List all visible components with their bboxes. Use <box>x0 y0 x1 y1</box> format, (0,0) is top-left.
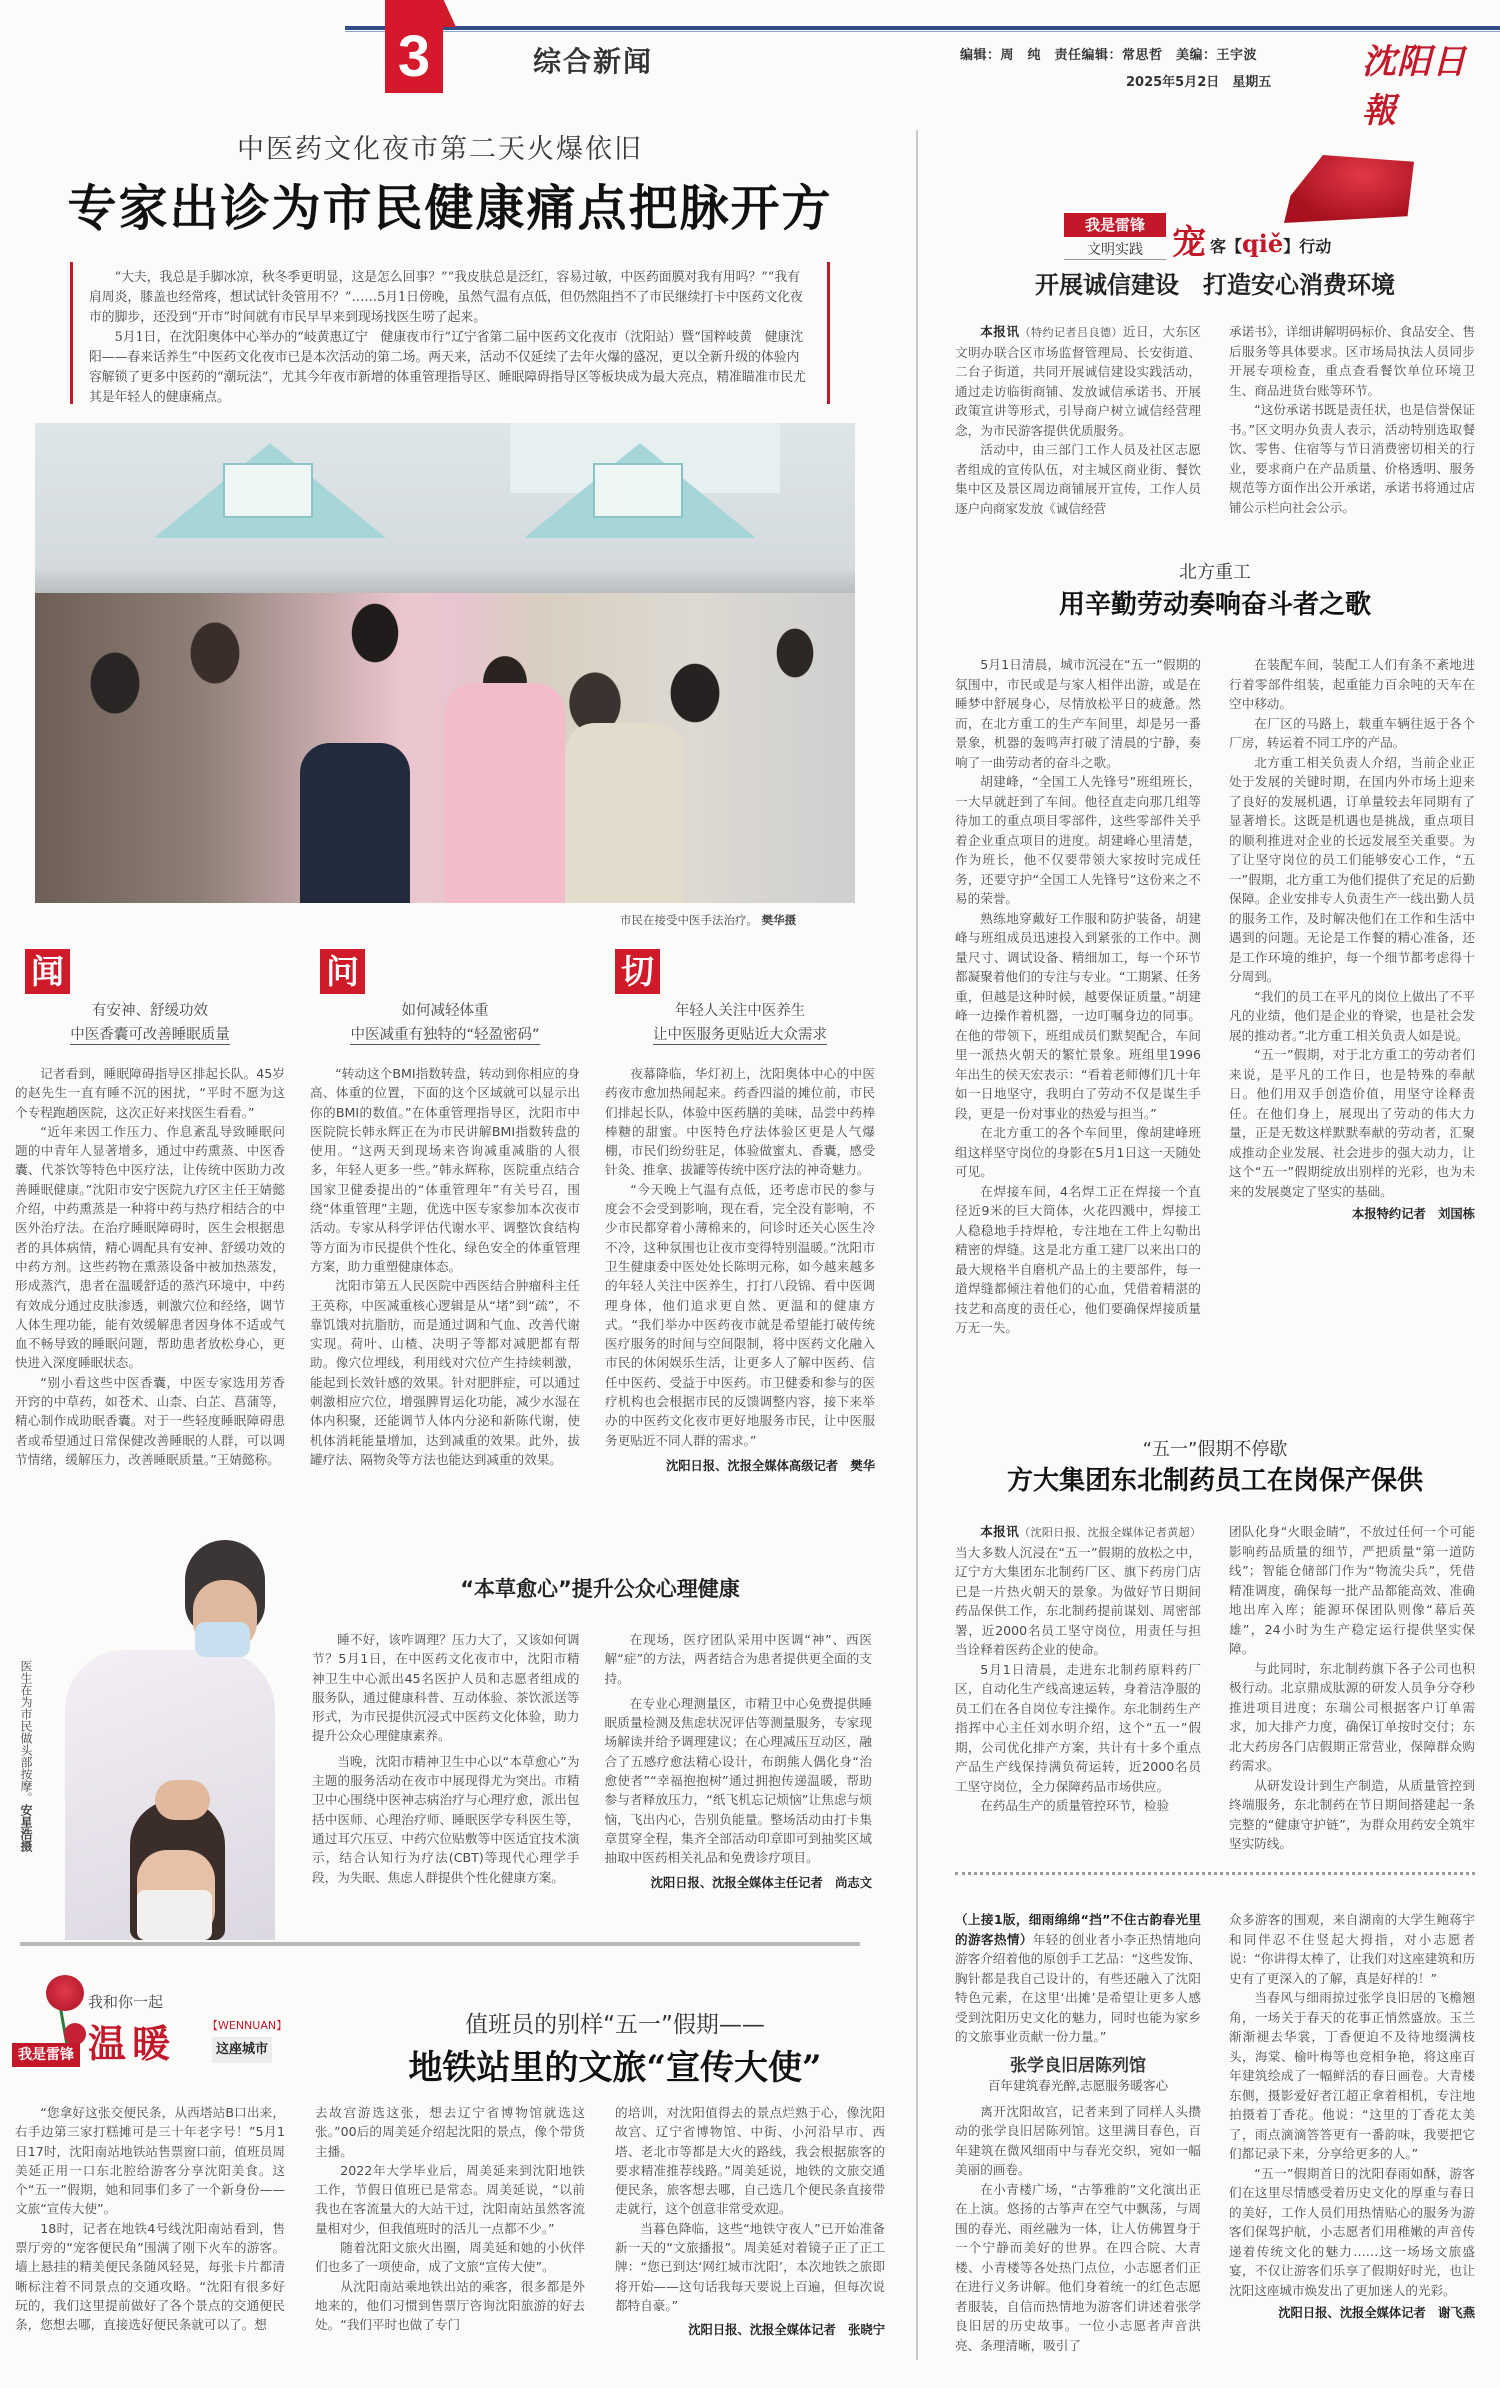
reporter-credit: （特约记者吕良德） <box>1019 326 1123 339</box>
metro-body <box>15 2103 885 2341</box>
bencao-photo-caption <box>16 1660 34 1852</box>
paragraph: 在现场，医疗团队采用中医调“神”、西医解“症”的方法，两者结合为患者提供更全面的支持。 <box>604 1632 872 1686</box>
chongqie-logo <box>1064 155 1424 263</box>
paragraph: 去故宫游选这张，想去辽宁省博物馆就选这张。”00后的周美延介绍起沈阳的景点，像个带货主播。 <box>315 2105 585 2159</box>
paragraph: 当春风与细雨掠过张学良旧居的飞檐翘角，一场关于春天的花事正悄然盛放。玉兰渐渐褪去华裳，丁香便迫不及待地缀满枝头，海棠、榆叶梅等也竞相争艳，将这座百年建筑绘成了一幅鲜活的春日画卷。大青楼东侧，摄影爱好者江超正拿着相机，专注地拍摄着丁香花。他说：“这里的丁香花太美了，雨点滴滴答答更有一番韵味，我要把它们都记录下来，分享给更多的人。” <box>1229 1990 1475 2161</box>
integrity-headline: 开展诚信建设 打造安心消费环境 <box>1035 270 1395 299</box>
photo-doctor-mask <box>195 1622 250 1657</box>
paragraph: 夜幕降临，华灯初上，沈阳奥体中心的中医药夜市愈加热闹起来。药香四溢的摊位前，市民们排起长队，体验中医药膳的美味，品尝中药棒棒糖的甜蜜。中医特色疗法体验区更是人气爆棚，市民们纷纷驻足，体验做蜜丸、香囊，感受针灸、推拿、拔罐等传统中医疗法的神奇魅力。 <box>605 1066 875 1178</box>
logo-this-city: 这座城市 <box>212 2037 272 2063</box>
byline: 沈阳日报、沈报全媒体记者 谢飞燕 <box>1278 2306 1475 2320</box>
paragraph: 在小青楼广场，“古筝雅韵”文化演出正在上演。悠扬的古筝声在空气中飘荡，与周围的春光、雨丝融为一体，让人仿佛置身于一个宁静而美好的世界。在四合院、大青楼、小青楼等各处热门点位，小志愿者们正在进行义务讲解。他们身着统一的红色志愿者服装，自信而热情地为游客们讲述着张学良旧居的历史故事。一位小志愿者声音洪亮、条理清晰，吸引了 <box>955 2181 1201 2353</box>
heavy-kicker: 北方重工 <box>1179 562 1251 583</box>
rose-bud-icon <box>64 2023 86 2045</box>
paragraph: 离开沈阳故宫，记者来到了同样人头攒动的张学良旧居陈列馆。这里满目春色，百年建筑在微风细雨中与春光交织，宛如一幅美丽的画卷。 <box>955 2103 1201 2177</box>
leifeng-badge: 我是雷锋 <box>12 2043 80 2067</box>
rose-icon <box>46 1975 84 2011</box>
paragraph: 胡建峰，“全国工人先锋号”班组班长，一大早就赶到了车间。他径直走向那几组等待加工的重点项目零部件，这些零部件关乎着企业重点项目的进度。胡建峰心里清楚，作为班长，他不仅要带领大家按时完成任务，还要守护“全国工人先锋号”这份来之不易的荣誉。 <box>955 774 1201 906</box>
paragraph: 记者看到，睡眠障碍指导区排起长队。45岁的赵先生一直有睡不沉的困扰，“平时不愿为这个专程跑趟医院，这次正好来找医生看看。” <box>15 1066 285 1120</box>
paragraph: 沈阳市第五人民医院中西医结合肿瘤科主任王英称，中医减重核心逻辑是从“堵”到“疏”，不靠饥饿对抗脂肪，而是通过调和气血、改善代谢实现。荷叶、山楂、决明子等都对减肥都有帮助。像穴位埋线，利用线对穴位产生持续刺激，能起到长效针感的效果。针对肥胖症，可以通过刺激相应穴位，增强脾胃运化功能，减少水湿在体内积聚，还能调节人体内分泌和新陈代谢，使机体消耗能量增加，达到减重的效果。此外，拔罐疗法、隔物灸等方法也能达到减重的效果。 <box>310 1278 580 1467</box>
zhang-subheading: 张学良旧居陈列馆 <box>1010 2055 1146 2076</box>
paragraph: 从研发设计到生产制造，从质量管控到终端服务，东北制药在节日期间搭建起一条完整的“健康守护链”，为群众用药安全筑牢坚实防线。 <box>1229 1777 1475 1851</box>
text-column <box>615 2103 885 2341</box>
byline: 沈阳日报、沈报全媒体高级记者 樊华 <box>665 1458 875 1473</box>
paragraph: “这份承诺书既是责任状，也是信誉保证书。”区文明办负责人表示，活动特别选取餐饮、零售、住宿等与节日消费密切相关的行业，要求商户在产品质量、价格透明、服务规范等方面作出公开承诺，承诺书将通过店铺公示栏向社会公示。 <box>1229 402 1475 515</box>
section-title: 综合新闻 <box>533 45 654 78</box>
headline-text: 让中医服务更贴近大众需求 <box>653 1027 827 1043</box>
photo-patient-mask <box>137 1890 212 1940</box>
paragraph: 在药品生产的质量管控环节，检验 <box>980 1798 1170 1813</box>
caption-text: 市民在接受中医手法治疗。 <box>620 913 758 927</box>
text-column <box>605 1630 873 1893</box>
paragraph: “五一”假期，对于北方重工的劳动者们来说，是平凡的工作日，也是特殊的奉献日。他们用双手创造价值，用坚守诠释责任。在他们身上，展现出了劳动的伟大力量，正是无数这样默默奉献的劳动者，汇聚成推动企业发展、社会进步的强大动力，让这个“五一”假期绽放出别样的光彩，也为未来的发展奠定了坚实的基础。 <box>1229 1047 1475 1199</box>
chong-character: 宠 <box>1172 223 1206 263</box>
text-column <box>312 1630 580 1893</box>
text-column <box>1229 1910 1475 2355</box>
heavy-body <box>955 655 1475 1338</box>
section-badge: 闻 <box>25 949 70 994</box>
paragraph: 在北方重工的各个车间里，像胡建峰班组这样坚守岗位的身影在5月1日这一天随处可见。 <box>955 1125 1201 1179</box>
text-column <box>315 2103 585 2341</box>
warm-city-logo <box>12 1975 342 2075</box>
photo-figure <box>565 723 685 903</box>
text-column <box>1229 1522 1475 1854</box>
text-column <box>1229 655 1475 1338</box>
qie-pinyin: qiě <box>1242 229 1284 258</box>
paragraph: 团队化身“火眼金睛”，不放过任何一个可能影响药品质量的细节，严把质量“第一道防线”；智能仓储部门作为“物流尖兵”，凭借精准调度，确保每一批产品都能高效、准确地出库入库；能源环保团队则像“幕后英雄”，24小时为生产稳定运行提供坚实保障。 <box>1229 1524 1475 1656</box>
paragraph: 与此同时，东北制药旗下各子公司也积极行动。北京鼎成肽源的研发人员争分夺秒推进项目进度；东瑞公司根据客户订单需求，加大排产力度，确保订单按时交付；东北大药房各门店假期正常营业，保障群众购药需求。 <box>1229 1660 1475 1773</box>
paragraph: 北方重工相关负责人介绍，当前企业正处于发展的关键时期，在国内外市场上迎来了良好的发展机遇，订单量较去年同期有了显著增长。这既是机遇也是挑战，重点项目的顺利推进对企业的长远发展至关重要。为了让坚守岗位的员工们能够安心工作，“五一”假期，北方重工为他们提供了充足的后勤保障。企业安排专人负责生产一线出勤人员的服务工作，及时解决他们在工作和生活中遇到的问题。无论是工作餐的精心准备，还是工作环境的维护，每一个细节都考虑得十分周到。 <box>1229 754 1475 984</box>
paragraph: “我们的员工在平凡的岗位上做出了不平凡的业绩，他们是企业的脊梁，也是社会发展的推动者。”北方重工相关负责人如是说。 <box>1229 988 1475 1043</box>
photo-tent-sign <box>223 463 313 518</box>
metro-headline: 地铁站里的文旅“宣传大使” <box>408 2048 822 2088</box>
byline: 沈阳日报、沈报全媒体主任记者 尚志文 <box>650 1875 872 1890</box>
paragraph: 活动中，由三部门工作人员及社区志愿者组成的宣传队伍，对主城区商业街、餐饮集中区及景区周边商铺展开宣传，工作人员逐户向商家发放《诚信经营 <box>955 442 1201 516</box>
paragraph: 在厂区的马路上，载重车辆往返于各个厂房，转运着不同工序的产品。 <box>1229 715 1475 750</box>
dateline-label: 本报讯 <box>980 1524 1020 1539</box>
column-divider <box>916 130 918 2360</box>
paragraph: “今天晚上气温有点低，还考虑市民的参与度会不会受到影响，现在看，完全没有影响，不少市民都穿着小薄棉来的，问诊时还关心医生冷不冷，这种氛围也让夜市变得特别温暖。”沈阳市卫生健康委中医处处长陈明元称，如今越来越多的年轻人关注中医养生，打打八段锦、看中医调理身体，他们追求更自然、更温和的健康方式。“我们举办中医药夜市就是希望能打破传统医疗服务的时间与空间限制，将中医药文化融入市民的休闲娱乐生活，让更多人了解中医药、信任中医药、受益于中医药。市卫健委和参与的医疗机构也会根据市民的反馈调整内容，接下来举办的中医药文化夜市更好地服务市民，让中医服务更贴近不同人群的需求。” <box>605 1181 875 1448</box>
section-wen-ask <box>310 949 580 1469</box>
paragraph: 当大多数人沉浸在“五一”假期的放松之中，辽宁方大集团东北制药厂区、旗下药房门店已是一片热火朝天的景象。为做好节日期间药品保供工作，东北制药提前谋划、周密部署，近2000名员工坚守岗位，用责任与担当诠释着医药企业的使命。 <box>955 1544 1201 1657</box>
pharma-body <box>955 1522 1475 1854</box>
paper-logo: 沈阳日報 <box>1362 42 1467 131</box>
section-subhead: 年轻人关注中医养生 <box>674 1003 806 1019</box>
section-body <box>605 1064 875 1450</box>
lead-kicker: 中医药文化夜市第二天火爆依旧 <box>237 134 643 165</box>
text-column <box>955 1522 1201 1854</box>
section-body <box>15 1064 285 1469</box>
section-qie <box>605 949 875 1474</box>
paragraph: 在焊接车间，4名焊工正在焊接一个直径近9米的巨大筒体，火花四溅中，焊接工人稳稳地手持焊枪，专注地在工件上勾勒出精密的焊缝。这是北方重工建厂以来出口的最大规格半自磨机产品上的主要部件，每一道焊缝都倾注着他们的心血，凭借着精湛的技艺和高度的责任心，他们要确保焊接质量万无一失。 <box>955 1183 1201 1335</box>
lead-photo-caption <box>620 912 796 928</box>
paragraph: 近日，大东区文明办联合区市场监督管理局、长安街道、二台子街道，共同开展诚信建设实践活动，通过走访临街商铺、发放诚信承诺书、开展政策宣讲等形式，引导商户树立诚信经营理念，为市民游客提供优质服务。 <box>955 324 1202 438</box>
logo-warm: 温暖 <box>88 2022 177 2066</box>
text-column <box>15 2103 285 2341</box>
red-cloth-icon <box>1284 155 1414 223</box>
page-number: 3 <box>385 0 443 93</box>
photo-credit: 安星浩摄 <box>19 1804 33 1852</box>
paragraph: 承诺书》，详细讲解明码标价、食品安全、售后服务等具体要求。区市场局执法人员同步开展专项检查，重点查看餐饮单位环境卫生、商品进货台账等环节。 <box>1229 324 1475 398</box>
photo-hand <box>155 1780 210 1820</box>
qie-prefix: 客【 <box>1210 237 1243 256</box>
section-wen <box>15 949 285 1469</box>
lead-headline: 专家出诊为市民健康痛点把脉开方 <box>67 179 833 237</box>
photo-credit: 樊华摄 <box>761 913 797 927</box>
text-column <box>955 655 1201 1338</box>
paragraph: 从沈阳南站乘地铁出站的乘客，很多都是外地来的，他们习惯到售票厅咨询沈阳旅游的好去处。“我们平时也做了专门 <box>315 2278 585 2333</box>
paragraph: “五一”假期首日的沈阳春雨如酥，游客们在这里尽情感受着历史文化的厚重与春日的美好，工作人员们用热情贴心的服务为游客们保驾护航，小志愿者们用稚嫩的声音传递着传统文化的魅力……这一场场文旅盛宴，不仅让游客们乐享了假期好时光，也让沈阳这座城市焕发出了更加迷人的光彩。 <box>1229 2165 1475 2298</box>
paragraph: 18时，记者在地铁4号线沈阳南站看到，售票厅旁的“宠客便民角”围满了刚下火车的游客。墙上悬挂的精美便民条随风轻晃，每张卡片都清晰标注着不同景点的交通攻略。“沈阳有很多好玩的，我们这里提前做好了各个景点的交通便民条，您想去哪，直接选好便民条就可以了。想 <box>15 2220 285 2333</box>
caption-text: 医生在为市民做头部按摩。 <box>19 1660 33 1804</box>
headline-text: 中医减重有独特的“轻盈密码” <box>350 1027 540 1043</box>
lead-photo-crowd <box>35 423 855 903</box>
doctor-massage-photo <box>45 1540 285 1940</box>
qie-action-label <box>1210 229 1331 258</box>
photo-tent-sign <box>593 463 683 518</box>
civilization-practice-label: 文明实践 <box>1064 239 1166 260</box>
paragraph: 的培训，对沈阳值得去的景点烂熟于心，像沈阳故宫、辽宁省博物馆、中街、小河沿早市、西塔、老北市等都是大火的路线，我会根据旅客的要求精准推荐线路。”周美延说，地铁的文旅交通便民条，旅客想去哪，自己选几个便民条直接带走就行，这个创意非常受欢迎。 <box>615 2105 885 2217</box>
qie-suffix: 】行动 <box>1283 237 1332 256</box>
section-subhead: 如何减轻体重 <box>401 1003 489 1019</box>
paragraph: 随着沈阳文旅火出圈，周美延和她的小伙伴们也多了一项使命，成了文旅“宣传大使”。 <box>315 2240 585 2275</box>
section-rule <box>20 1942 860 1946</box>
pharma-kicker: “五一”假期不停歇 <box>1142 1439 1288 1460</box>
bencao-body <box>312 1630 872 1893</box>
leifeng-badge: 我是雷锋 <box>1064 213 1166 237</box>
reporter-credit: （沈阳日报、沈报全媒体记者黄超） <box>1019 1526 1201 1539</box>
section-subhead: 有安神、舒缓功效 <box>92 1003 208 1019</box>
photo-figure <box>300 743 410 903</box>
paragraph: 当暮色降临，这些“地铁守夜人”已开始准备新一天的“文旅播报”。周美延对着镜子正了正工牌：“您已到达‘网红城市沈阳’，本次地铁之旅即将开始——这句话我每天要说上百遍，但每次说都特自豪。” <box>615 2220 885 2313</box>
masthead-rule-thin <box>345 31 1500 32</box>
issue-date: 2025年5月2日 星期五 <box>1126 75 1272 90</box>
continued-from-label: （上接1版，细雨绵绵“挡”不住古韵春光里的游客热情） <box>955 1912 1201 1947</box>
paragraph: 2022年大学毕业后，周美延来到沈阳地铁工作，节假日值班已是常态。周美延说，“以前我也在客流量大的大站干过，沈阳南站虽然客流量相对少，但我值班时的活儿一点都不少。” <box>315 2162 585 2236</box>
logo-pinyin: 【WENNUAN】 <box>207 2019 288 2032</box>
section-body <box>310 1064 580 1469</box>
logo-with-you: 我和你一起 <box>88 1993 164 2011</box>
headline-text: 中医香囊可改善睡眠质量 <box>70 1027 230 1043</box>
dateline-label: 本报讯 <box>980 324 1020 339</box>
heavy-headline: 用辛勤劳动奏响奋斗者之歌 <box>1058 590 1371 620</box>
section-badge: 切 <box>615 949 660 994</box>
zhang-subheading-2: 百年建筑春光醉,志愿服务暖客心 <box>987 2078 1169 2093</box>
section-headline <box>310 1023 580 1044</box>
photo-figure <box>445 683 565 903</box>
byline: 沈阳日报、沈报全媒体记者 张晓宁 <box>688 2323 885 2338</box>
masthead <box>0 0 1500 131</box>
paragraph: “近年来因工作压力、作息紊乱导致睡眠问题的中青年人显著增多，通过中药熏蒸、中医香囊、代茶饮等特色中医疗法，让传统中医助力改善睡眠健康。”沈阳市安宁医院九疗区主任王婧懿介绍，中药熏蒸是一种将中药与热疗相结合的中医外治疗法。在治疗睡眠障碍时，医生会根据患者的具体病情，精心调配具有安神、舒缓功效的中药方剂。这些药物在熏蒸设备中被加热蒸发，形成蒸汽，患者在温暖舒适的蒸汽环境中，中药有效成分通过皮肤渗透，刺激穴位和经络，调节人体生理功能，能有效缓解患者因身体不适或气血不畅导致的睡眠问题，帮助患者放松身心，更快进入深度睡眠状态。 <box>15 1123 285 1371</box>
paragraph: 5月1日清晨，走进东北制药原料药厂区，自动化生产线高速运转，身着洁净服的员工们在各自岗位专注操作。东北制药生产指挥中心主任刘水明介绍，这个“五一”假期，公司优化排产方案，共计有十多个重点产品生产线保持满负荷运转，近2000名员工坚守岗位，全力保障药品市场供应。 <box>955 1661 1201 1794</box>
section-headline <box>15 1023 285 1044</box>
paragraph: 众多游客的围观，来自湖南的大学生鲍蒋宇和同伴忍不住竖起大拇指，对小志愿者说：“你讲得太棒了，让我们对这座建筑和历史有了更深入的了解，真是好样的！” <box>1229 1912 1475 1986</box>
dotted-divider <box>955 1872 1475 1875</box>
pharma-headline: 方大集团东北制药员工在岗保产保供 <box>1006 1466 1423 1496</box>
paragraph: 年轻的创业者小李正热情地向游客介绍着他的原创手工艺品：“这些发饰、胸针都是我自己设计的，有些还融入了沈阳特色元素，在这里‘出摊’是希望让更多人感受到沈阳历史文化的魅力，同时也能为家乡的文旅事业贡献一份力量。” <box>955 1931 1202 2044</box>
paragraph: “您拿好这张交便民条，从西塔站B口出来，右手边第三家打糕摊可是三十年老字号！”5月1日17时，沈阳南站地铁站售票窗口前，值班员周美延正用一口东北腔给游客分享沈阳美食。这个“五一”假期，她和同事们多了一个新身份——文旅“宣传大使”。 <box>15 2105 285 2217</box>
paragraph: 在专业心理测量区，市精卫中心免费提供睡眠质量检测及焦虑状况评估等测量服务，专家现场解读并给予调理建议；在心理减压互动区，融合了五感疗愈法精心设计，布朗熊人偶化身“治愈使者”“幸福抱抱树”通过拥抱传递温暖，帮助参与者释放压力，“纸飞机忘记烦恼”让焦虑与烦恼，飞出内心，告别负能量。整场活动由打卡集章贯穿全程，集齐全部活动印章即可到抽奖区域抽取中医药相关礼品和免费诊疗项目。 <box>604 1695 872 1866</box>
masthead-rule <box>345 26 1500 30</box>
bencao-headline: “本草愈心”提升公众心理健康 <box>460 1577 740 1601</box>
editor-credits: 编辑：周 纯 责任编辑：常思哲 美编：王宇波 <box>960 48 1258 63</box>
lead-intro-paragraph: “大夫，我总是手脚冰凉，秋冬季更明显，这是怎么回事？”“我皮肤总是泛红，容易过敏，中医药面膜对我有用吗？”“我有肩周炎，膝盖也经常疼，想试试针灸管用不？”……5月1日傍晚，虽然气温有点低，但仍然阻挡不了市民继续打卡中医药文化夜市的脚步，还没到“开市”时间就有市民早早来到现场找医生唠了起来。 <box>89 270 803 325</box>
text-column <box>955 1910 1201 2355</box>
lead-intro-box <box>70 262 830 404</box>
text-column <box>1229 322 1475 518</box>
text-column <box>955 322 1201 518</box>
paragraph: 在装配车间，装配工人们有条不紊地进行着零部件组装，起重能力百余吨的天车在空中移动。 <box>1229 657 1475 711</box>
integrity-body <box>955 322 1475 518</box>
paragraph: 5月1日清晨，城市沉浸在“五一”假期的氛围中，市民或是与家人相伴出游，或是在睡梦中舒展身心，尽情放松平日的疲惫。然而，在北方重工的生产车间里，却是另一番景象，机器的轰鸣声打破了清晨的宁静，奏响了一曲劳动者的奋斗之歌。 <box>955 657 1201 770</box>
metro-kicker: 值班员的别样“五一”假期—— <box>465 2012 765 2038</box>
paragraph: 当晚，沈阳市精神卫生中心以“本草愈心”为主题的服务活动在夜市中展现得尤为突出。市精卫中心围绕中医神志病治疗与心理疗愈，派出包括中医师、心理治疗师、睡眠医学专科医生等，通过耳穴压豆、中药穴位贴敷等中医适宜技术演示，结合认知行为疗法(CBT)等现代心理学手段，为失眠、焦虑人群提供个性化健康方案。 <box>312 1753 580 1885</box>
zhang-body <box>955 1910 1475 2355</box>
section-headline <box>605 1023 875 1044</box>
paragraph: 熟练地穿戴好工作服和防护装备，胡建峰与班组成员迅速投入到紧张的工作中。测量尺寸、调试设备、精细加工，每一个环节都凝聚着他们的专注与专业。“工期紧、任务重，但越是这种时候，越要保证质量。”胡建峰一边操作着机器，一边叮嘱身边的同事。在他的带领下，班组成员们默契配合，车间里一派热火朝天的繁忙景象。班组里1996年出生的侯天宏表示：“看着老师傅们几十年如一日地坚守，我明白了劳动不仅是谋生手段，更是一份对事业的热爱与担当。” <box>955 910 1201 1121</box>
paragraph: “转动这个BMI指数转盘，转动到你相应的身高、体重的位置，下面的这个区域就可以显示出你的BMI的数值。”在体重管理指导区，沈阳市中医院院长韩永辉正在为市民讲解BMI指数转盘的使用。“这两天到现场来咨询减重减脂的人很多，年轻人更多一些。”韩永辉称，医院重点结合国家卫健委提出的“体重管理年”有关号召，围绕“体重管理”主题，优选中医专家参加本次夜市活动。专家从科学评估代谢水平、调整饮食结构等方面为市民提供个性化、绿色安全的体重管理方案，助力重塑健康体态。 <box>310 1066 580 1274</box>
section-badge: 问 <box>320 949 365 994</box>
lead-intro-paragraph: 5月1日，在沈阳奥体中心举办的“岐黄惠辽宁 健康夜市行”辽宁省第二届中医药文化夜市（沈阳站）暨“国粹岐黄 健康沈阳——春来话养生”中医药文化夜市已是本次活动的第二场。两天来，活动不仅延续了去年火爆的盛况，更以全新升级的体验内容解锁了更多中医药的“潮玩法”，尤其今年夜市新增的体重管理指导区、睡眠障碍指导区等板块成为最大亮点，精准瞄准市民尤其是年轻人的健康痛点。 <box>89 330 806 405</box>
paragraph: “别小看这些中医香囊，中医专家选用芳香开窍的中草药，如苍术、山柰、白芷、菖蒲等，精心制作成助眠香囊。对于一些轻度睡眠障碍患者或希望通过日常保健改善睡眠的人群，可以调节情绪，缓解压力，改善睡眠质量。”王婧懿称。 <box>15 1374 285 1467</box>
byline: 本报特约记者 刘国栋 <box>1352 1207 1475 1221</box>
paragraph: 睡不好，该咋调理？压力大了，又该如何调节？5月1日，在中医药文化夜市中，沈阳市精神卫生中心派出45名医护人员和志愿者组成的服务队，通过健康科普、互动体验、茶饮派送等形式，为市民提供沉浸式中医药文化体验，助力提升公众心理健康素养。 <box>312 1632 580 1744</box>
